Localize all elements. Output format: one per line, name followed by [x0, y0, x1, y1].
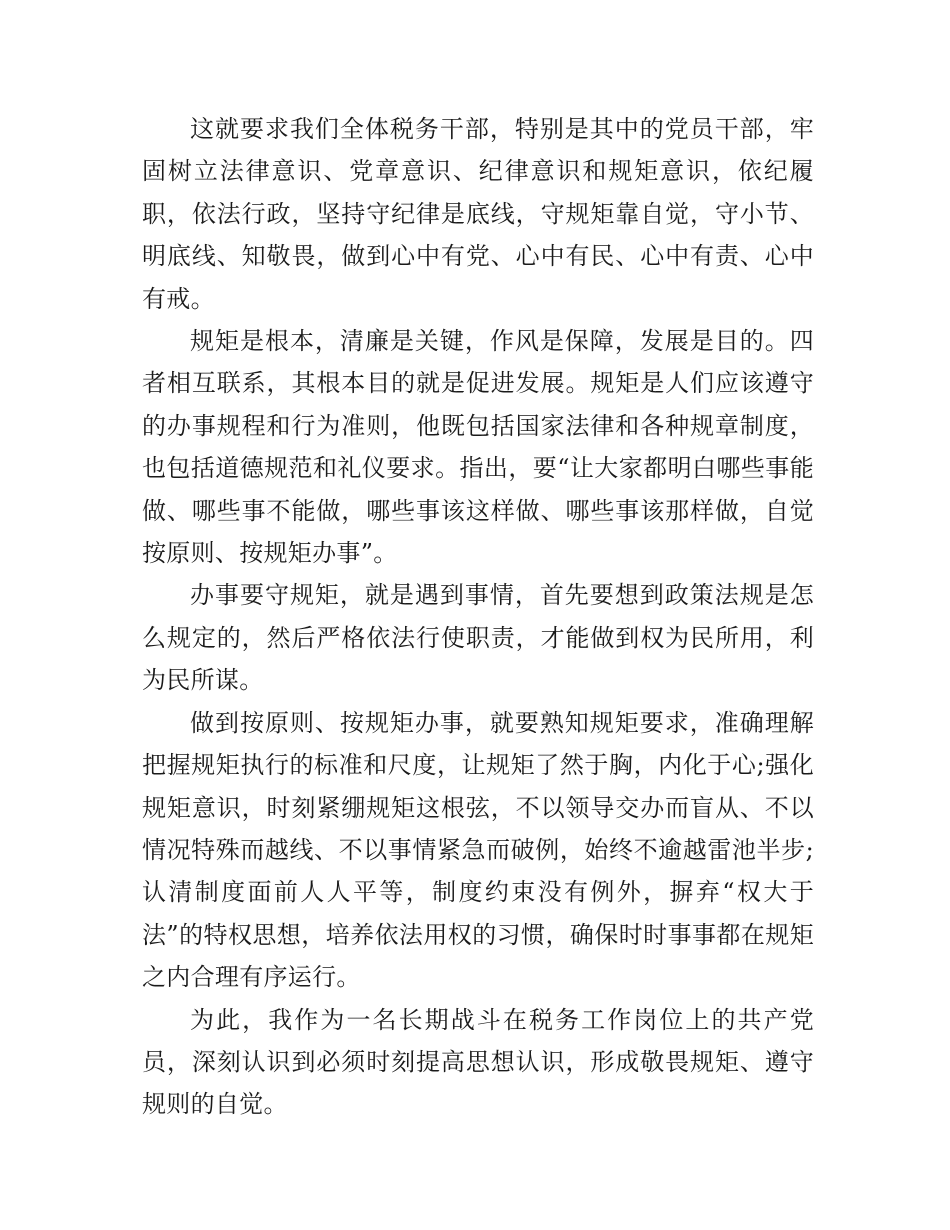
document-body — [142, 108, 814, 1126]
paragraph-5: 为此，我作为一名长期战斗在税务工作岗位上的共产党员，深刻认识到必须时刻提高思想认识，形成敬畏规矩、遵守规则的自觉。 — [142, 1005, 814, 1119]
paragraph-1: 这就要求我们全体税务干部，特别是其中的党员干部，牢固树立法律意识、党章意识、纪律意识和规矩意识，依纪履职，依法行政，坚持守纪律是底线，守规矩靠自觉，守小节、明底线、知敬畏，做到心中有党、心中有民、心中有责、心中有戒。 — [142, 115, 814, 313]
paragraph-3: 办事要守规矩，就是遇到事情，首先要想到政策法规是怎么规定的，然后严格依法行使职责，才能做到权为民所用，利为民所谋。 — [142, 581, 814, 695]
paragraph-4: 做到按原则、按规矩办事，就要熟知规矩要求，准确理解把握规矩执行的标准和尺度，让规矩了然于胸，内化于心;强化规矩意识，时刻紧绷规矩这根弦，不以领导交办而盲从、不以情况特殊而越线、不以事情紧急而破例，始终不逾越雷池半步;认清制度面前人人平等，制度约束没有例外，摒弃“权大于法”的特权思想，培养依法用权的习惯，确保时时事事都在规矩之内合理有序运行。 — [142, 708, 814, 992]
paragraph-2: 规矩是根本，清廉是关键，作风是保障，发展是目的。四者相互联系，其根本目的就是促进发展。规矩是人们应该遵守的办事规程和行为准则，他既包括国家法律和各种规章制度，也包括道德规范和礼仪要求。指出，要“让大家都明白哪些事能做、哪些事不能做，哪些事该这样做、哪些事该那样做，自觉按原则、按规矩办事”。 — [142, 327, 814, 568]
